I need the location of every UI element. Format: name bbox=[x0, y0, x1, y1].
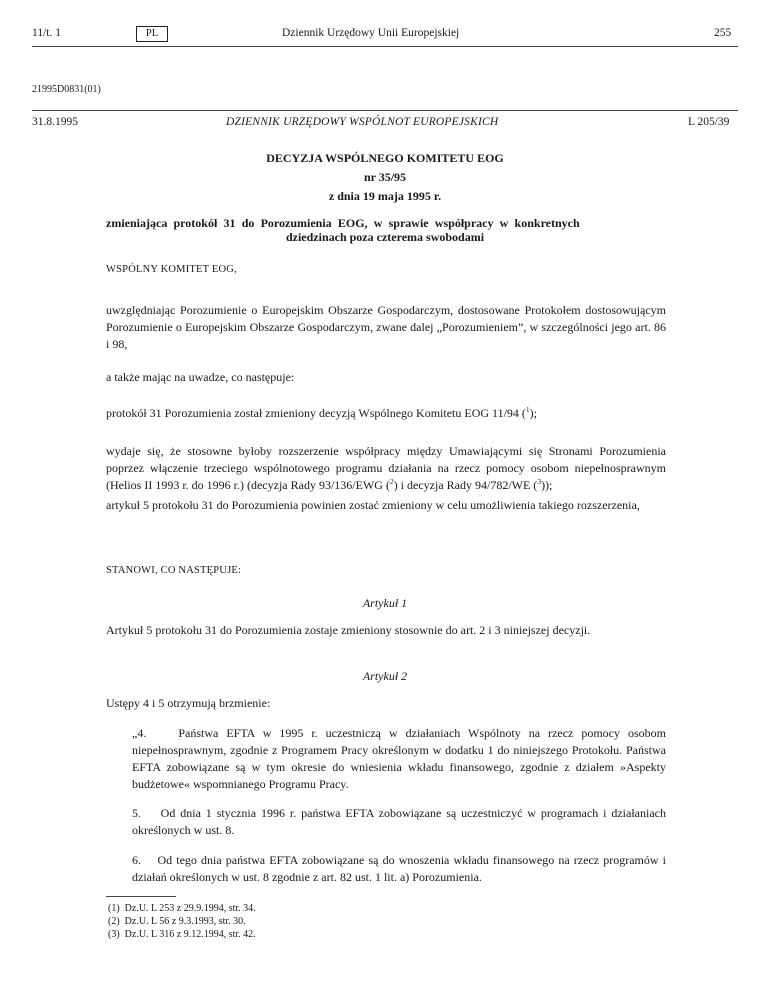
footnote-ref-2[interactable]: 2 bbox=[389, 477, 394, 486]
committee-heading: WSPÓLNY KOMITET EOG, bbox=[106, 264, 237, 275]
celex-number: 21995D0831(01) bbox=[32, 84, 101, 95]
footnote-ref-1[interactable]: 1 bbox=[525, 405, 530, 414]
footnote-1: (1) Dz.U. L 253 z 29.9.1994, str. 34. bbox=[108, 903, 256, 914]
header-rule bbox=[32, 46, 738, 47]
article-2-intro: Ustępy 4 i 5 otrzymują brzmienie: bbox=[106, 696, 271, 710]
footnote-rule bbox=[106, 896, 176, 897]
original-journal: DZIENNIK URZĘDOWY WSPÓLNOT EUROPEJSKICH bbox=[226, 116, 499, 128]
decision-date: z dnia 19 maja 1995 r. bbox=[328, 189, 442, 203]
volume-ref: 11/t. 1 bbox=[32, 27, 61, 39]
paragraph-6: 6. Od tego dnia państwa EFTA zobowiązane są do wnoszenia wkładu finansowego na rzecz programów i działań określonych w ust. 8 zgodnie z art. 82 ust. 1 lit. a) Porozumienia. bbox=[132, 853, 669, 884]
footnote-ref-3[interactable]: 3 bbox=[537, 477, 542, 486]
paragraph-4: „4. Państwa EFTA w 1995 r. uczestniczą w działaniach Wspólnoty na rzecz pomocy osobom niepełnosprawnym, zgodnie z Programem Pracy określonym w dodatku 1 do niniejszego Protokołu. Państwa EFTA zobowiązane są w tym okresie do wniesienia wkładu finansowego, zgodnie z działem »Aspekty budżetowe« wspomnianego Programu Pracy. bbox=[132, 726, 669, 791]
recital-4: wydaje się, że stosowne byłoby rozszerzenie współpracy między Umawiającymi się Stronami Porozumienia poprzez włączenie trzeciego wspólnotowego programu działania na rzecz pomocy osobom niepełnosprawnym (Helios II 1993 r. do 1996 r.) (decyzja Rady 93/136/EWG ($^2$) i decyzja Rady 94/782/WE ($^3$)); bbox=[106, 444, 666, 492]
decision-number: nr 35/95 bbox=[363, 170, 407, 184]
recital-2: a także mając na uwadze, co następuje: bbox=[106, 370, 295, 384]
footnote-3: (3) Dz.U. L 316 z 9.12.1994, str. 42. bbox=[108, 929, 256, 940]
recital-3: protokół 31 Porozumienia został zmieniony decyzją Wspólnego Komitetu EOG 11/94 ($^1$); bbox=[106, 405, 538, 420]
journal-title: Dziennik Urzędowy Unii Europejskiej bbox=[282, 27, 460, 39]
recital-5: artykuł 5 protokołu 31 do Porozumienia powinien zostać zmieniony w celu umożliwienia takiego rozszerzenia, bbox=[106, 498, 640, 512]
page-number: 255 bbox=[714, 27, 732, 39]
recital-1: uwzględniając Porozumienie o Europejskim Obszarze Gospodarczym, dostosowane Protokołem dostosowującym Porozumienie o Europejskim Obszarze Gospodarczym, zwane dalej „Porozumieniem”, w szczególności jego art. 86 i 98, bbox=[106, 303, 666, 351]
article-1-text: Artykuł 5 protokołu 31 do Porozumienia zostaje zmieniony stosownie do art. 2 i 3 niniejszej decyzji. bbox=[106, 623, 591, 637]
paragraph-5: 5. Od dnia 1 stycznia 1996 r. państwa EFTA zobowiązane są uczestniczyć w programach i działaniach określonych w ust. 8. bbox=[132, 806, 669, 837]
article-2-heading: Artykuł 2 bbox=[362, 669, 408, 683]
publication-date: 31.8.1995 bbox=[32, 116, 78, 128]
article-1-heading: Artykuł 1 bbox=[362, 596, 408, 610]
decides-heading: STANOWI, CO NASTĘPUJE: bbox=[106, 565, 242, 576]
original-reference: L 205/39 bbox=[688, 116, 730, 128]
footnote-2: (2) Dz.U. L 56 z 9.3.1993, str. 30. bbox=[108, 916, 246, 927]
language-badge: PL bbox=[136, 26, 168, 42]
decision-subtitle-line1: zmieniająca protokół 31 do Porozumienia EOG, w sprawie współpracy w konkretnych bbox=[106, 216, 580, 230]
decision-subtitle-line2: dziedzinach poza czterema swobodami bbox=[285, 230, 485, 244]
journal-rule bbox=[32, 110, 738, 111]
decision-title: DECYZJA WSPÓLNEGO KOMITETU EOG bbox=[266, 151, 504, 165]
